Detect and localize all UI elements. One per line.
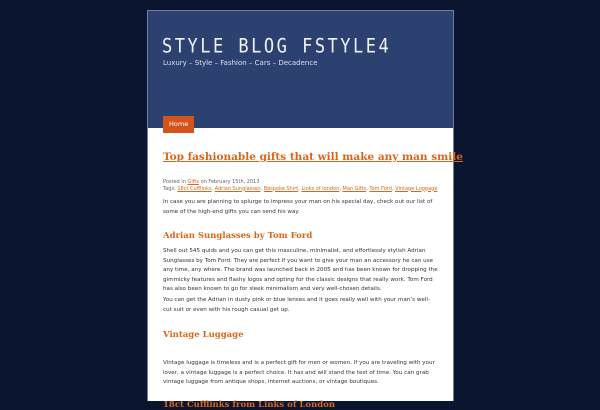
section-heading: Vintage Luggage [163, 330, 244, 340]
category-link[interactable]: Gifts [187, 179, 199, 185]
tag-link[interactable]: Man Gifts [342, 185, 367, 192]
nav-item-home[interactable]: Home [163, 116, 194, 133]
page-container [147, 10, 463, 410]
posted-in-label: Posted in [163, 179, 186, 185]
post-intro: In case you are planning to splurge to impress your man on his special day, check out our list of some of the high-end gifts you can send his way. [163, 199, 433, 215]
section-paragraph: You can get the Adrian in dusty pink or blue lenses and it goes really well with your man’s well-cut suit or even with his rough casual get up. [163, 297, 430, 313]
section-heading: Adrian Sunglasses by Tom Ford [163, 231, 313, 241]
tag-link[interactable]: Adrian Sunglasses [214, 185, 261, 192]
tag-link[interactable]: Tom Ford [369, 185, 392, 192]
tag-link[interactable]: Vintage Luggage [395, 185, 438, 192]
post-meta: Posted in Gifts on February 15th, 2013 Tags: 18ct Cufflinks, Adrian Sunglasses, Bespoke Shirt, Links of london, Man Gifts, Tom Ford, Vintage Luggage [163, 179, 438, 192]
section-paragraph: Vintage luggage is timeless and is a perfect gift for men or women. If you are traveling with your lover, a vintage luggage is a perfect choice. It has and will stand the test of time. You can grab vintage luggage from antique shops, internet auctions, or vintage boutiques. [163, 360, 435, 385]
site-tagline: Luxury – Style – Fashion – Cars – Decadence [163, 59, 318, 67]
tag-link[interactable]: 18ct Cufflinks [177, 185, 212, 192]
section-heading: 18ct Cufflinks from Links of London [163, 400, 336, 410]
post-date: on February 15th, 2013 [200, 179, 260, 185]
tags-label: Tags: [163, 185, 176, 192]
section-paragraph: Shell out 545 quids and you can get this masculine, minimalist, and effortlessly stylish Adrian Sunglasses by Tom Ford. They are perfect if you want to give your man an accessory he can use any time, any where. The brand was launched back in 2005 and has been known for dropping the gimmicky features and flashy logos and opting for the classic designs that really work. Tom Ford has also been known to go for sleek minimalism and very well-chosen details. [163, 248, 438, 292]
tag-link[interactable]: Bespoke Shirt [263, 185, 299, 192]
site-title[interactable]: STYLE BLOG FSTYLE4 [162, 35, 392, 58]
main-nav [163, 111, 194, 128]
site-header [148, 11, 453, 128]
tag-link[interactable]: Links of london [301, 185, 340, 192]
post-title[interactable]: Top fashionable gifts that will make any man smile [163, 151, 463, 163]
